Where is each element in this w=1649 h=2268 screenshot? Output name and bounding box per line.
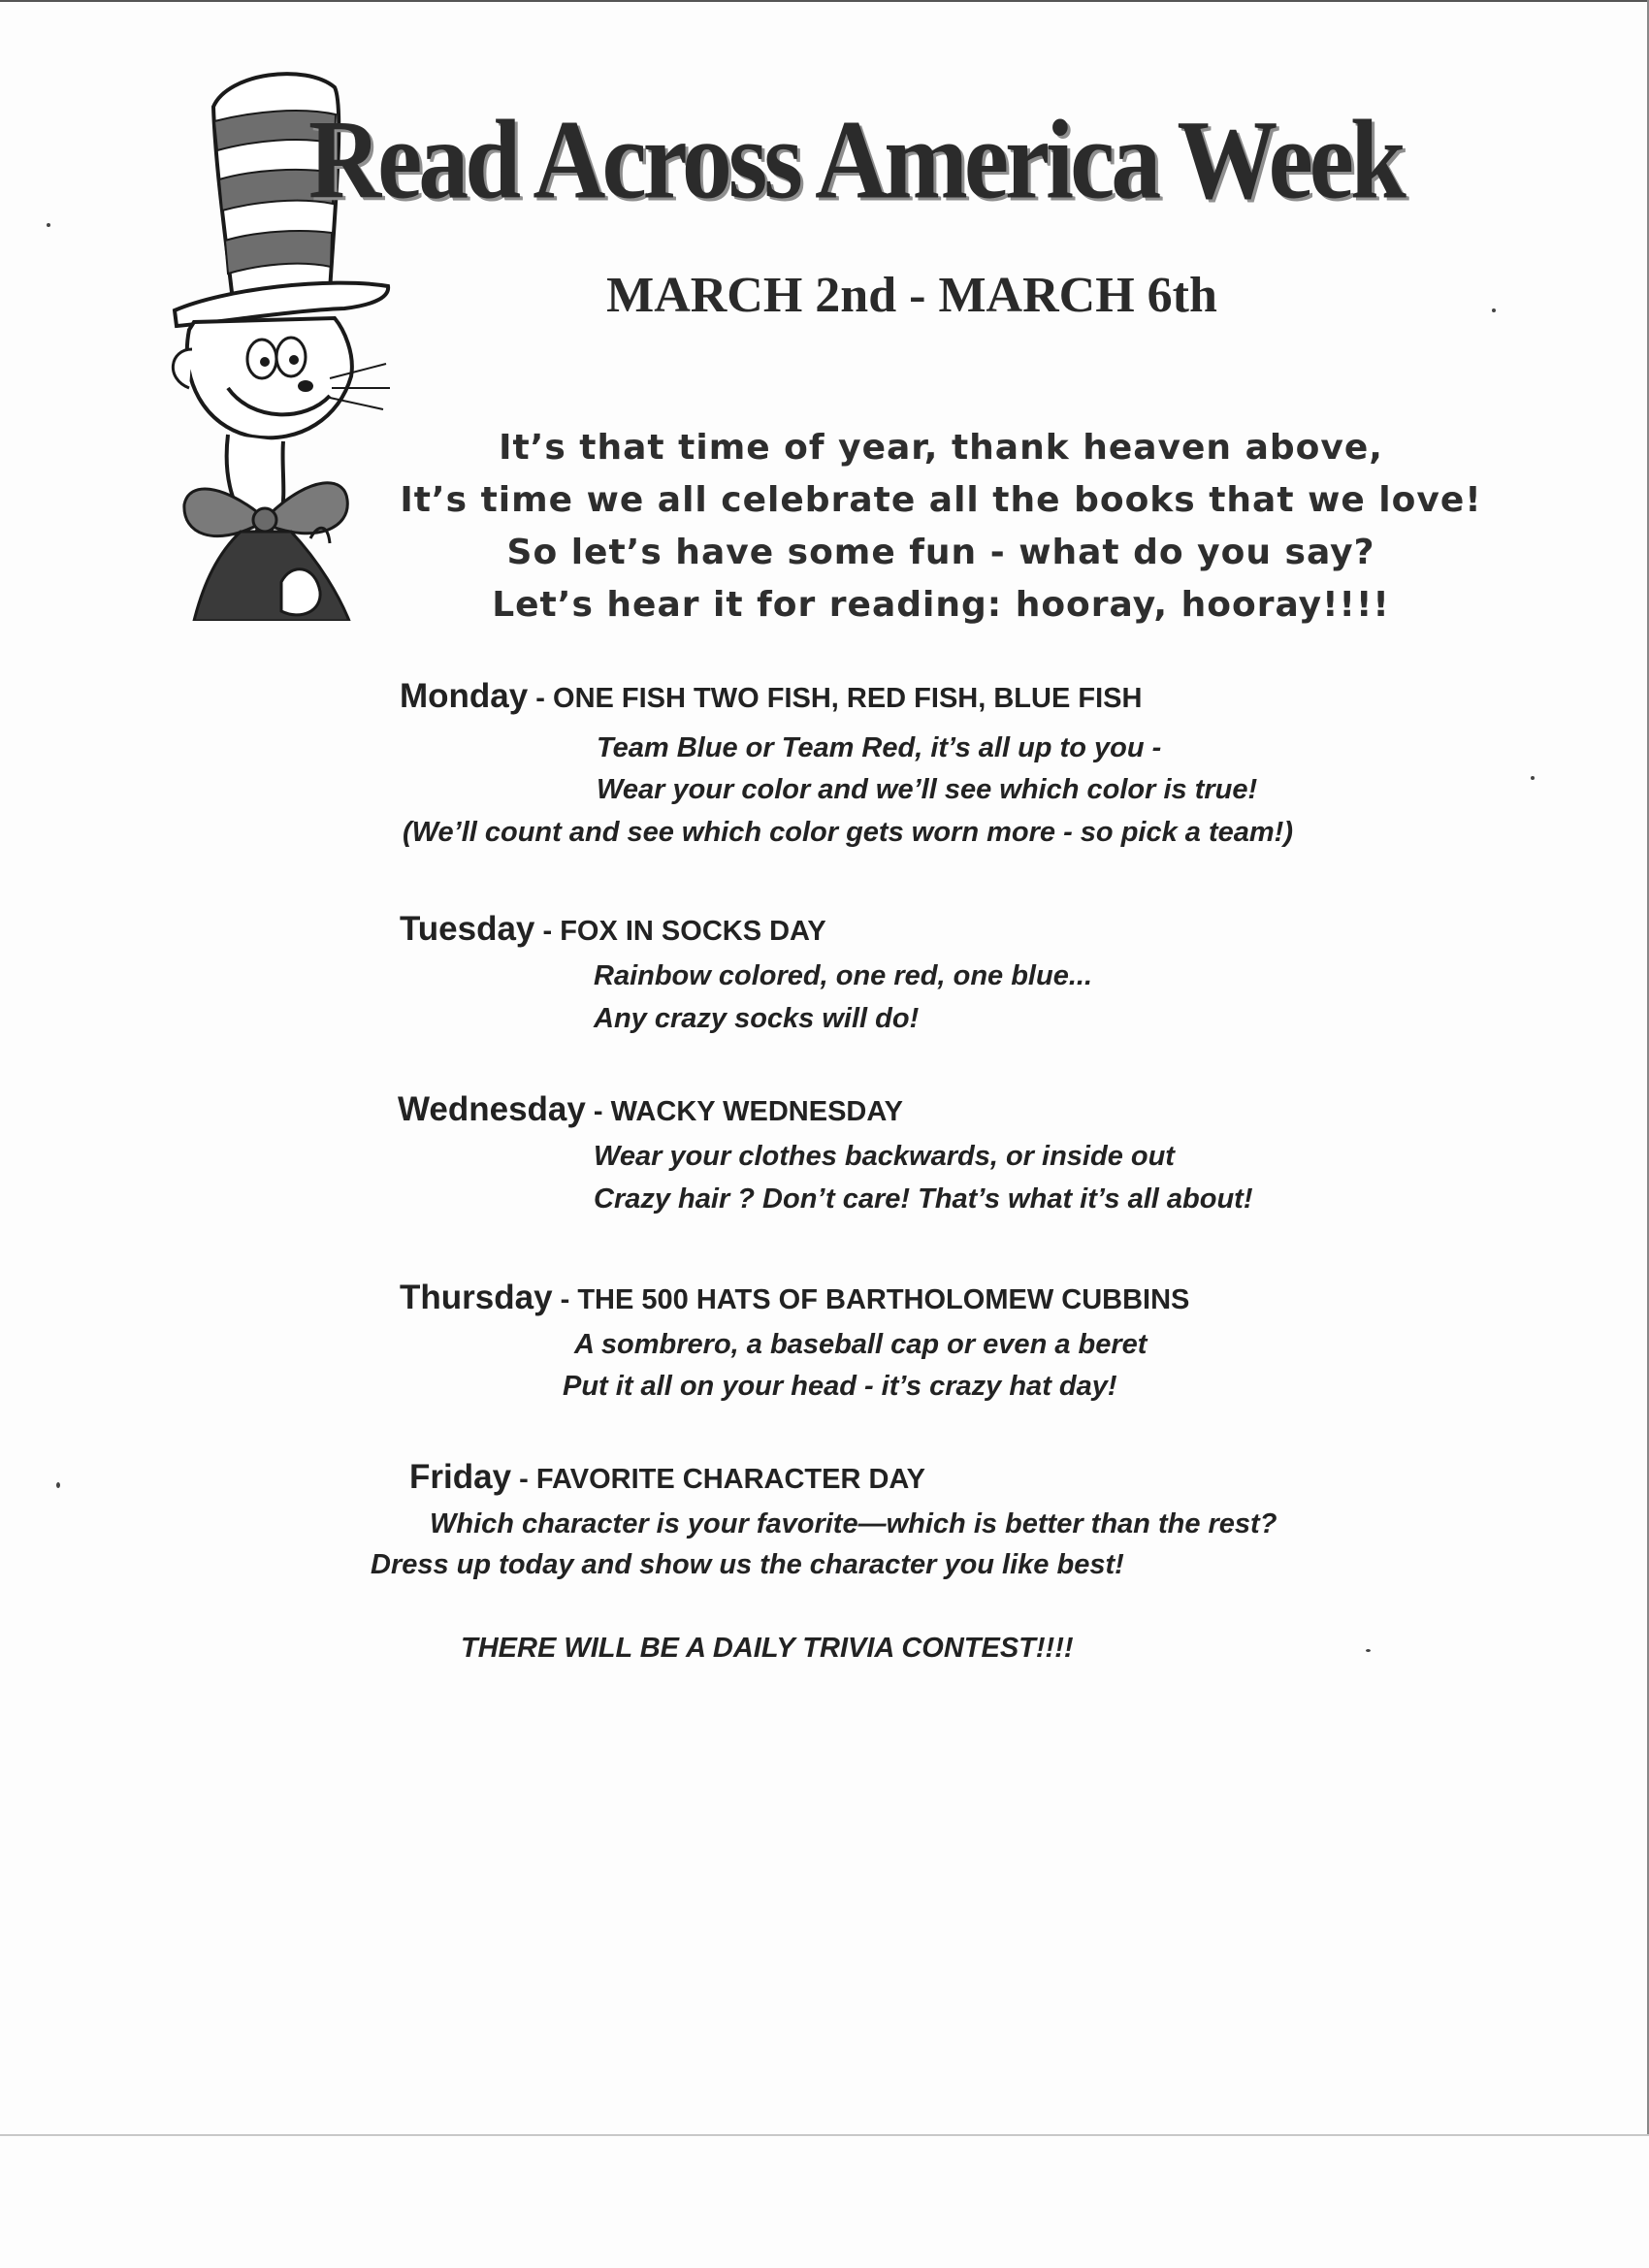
day-description: (We’ll count and see which color gets worn more - so pick a team!) <box>403 817 1293 848</box>
day-description: Crazy hair ? Don’t care! That’s what it’s all about! <box>594 1183 1253 1215</box>
thursday-heading <box>400 1279 1189 1317</box>
scan-speck <box>1492 308 1496 312</box>
day-description: Which character is your favorite—which is better than the rest? <box>430 1508 1277 1539</box>
day-description: Dress up today and show us the character you like best! <box>371 1549 1124 1580</box>
poem-line: So let’s have some fun - what do you say? <box>506 533 1375 572</box>
day-description: Wear your color and we’ll see which color is true! <box>597 774 1258 805</box>
scan-edge-top <box>0 0 1649 2</box>
scan-speck <box>47 223 50 227</box>
poem-line: It’s time we all celebrate all the books that we love! <box>400 480 1482 520</box>
monday-heading <box>400 677 1142 716</box>
day-separator: - <box>511 1464 536 1495</box>
scan-edge-bottom <box>0 2134 1649 2136</box>
date-range: MARCH 2nd - MARCH 6th <box>606 268 1217 323</box>
day-name: Friday <box>409 1458 512 1496</box>
day-separator: - <box>528 683 554 714</box>
scan-speck <box>1531 776 1535 780</box>
day-theme: FAVORITE CHARACTER DAY <box>535 1464 926 1495</box>
day-description: Any crazy socks will do! <box>594 1003 920 1034</box>
day-separator: - <box>534 916 561 947</box>
intro-poem <box>330 422 1552 632</box>
friday-heading <box>409 1458 925 1497</box>
tuesday-heading <box>400 910 826 949</box>
day-theme: FOX IN SOCKS DAY <box>560 916 826 947</box>
day-name: Thursday <box>400 1279 553 1316</box>
scan-speck <box>56 1482 60 1488</box>
day-theme: ONE FISH TWO FISH, RED FISH, BLUE FISH <box>553 683 1143 714</box>
day-description: Team Blue or Team Red, it’s all up to you - <box>597 732 1162 763</box>
page-title: Read Across America Week <box>308 97 1403 223</box>
day-name: Monday <box>400 677 529 715</box>
wednesday-heading <box>398 1090 903 1129</box>
day-separator: - <box>585 1096 611 1127</box>
day-name: Tuesday <box>400 910 535 948</box>
day-name: Wednesday <box>398 1090 586 1128</box>
poem-line: It’s that time of year, thank heaven above, <box>499 428 1383 468</box>
day-description: Rainbow colored, one red, one blue... <box>594 960 1092 991</box>
day-description: A sombrero, a baseball cap or even a beret <box>574 1329 1148 1360</box>
poem-line: Let’s hear it for reading: hooray, hooray!!!! <box>492 585 1390 625</box>
day-separator: - <box>552 1284 578 1315</box>
day-description: Wear your clothes backwards, or inside out <box>594 1141 1175 1172</box>
trivia-notice: THERE WILL BE A DAILY TRIVIA CONTEST!!!! <box>461 1633 1074 1664</box>
scan-speck <box>1366 1649 1371 1652</box>
day-theme: THE 500 HATS OF BARTHOLOMEW CUBBINS <box>577 1284 1190 1315</box>
day-theme: WACKY WEDNESDAY <box>610 1096 903 1127</box>
day-description: Put it all on your head - it’s crazy hat day! <box>563 1371 1117 1402</box>
